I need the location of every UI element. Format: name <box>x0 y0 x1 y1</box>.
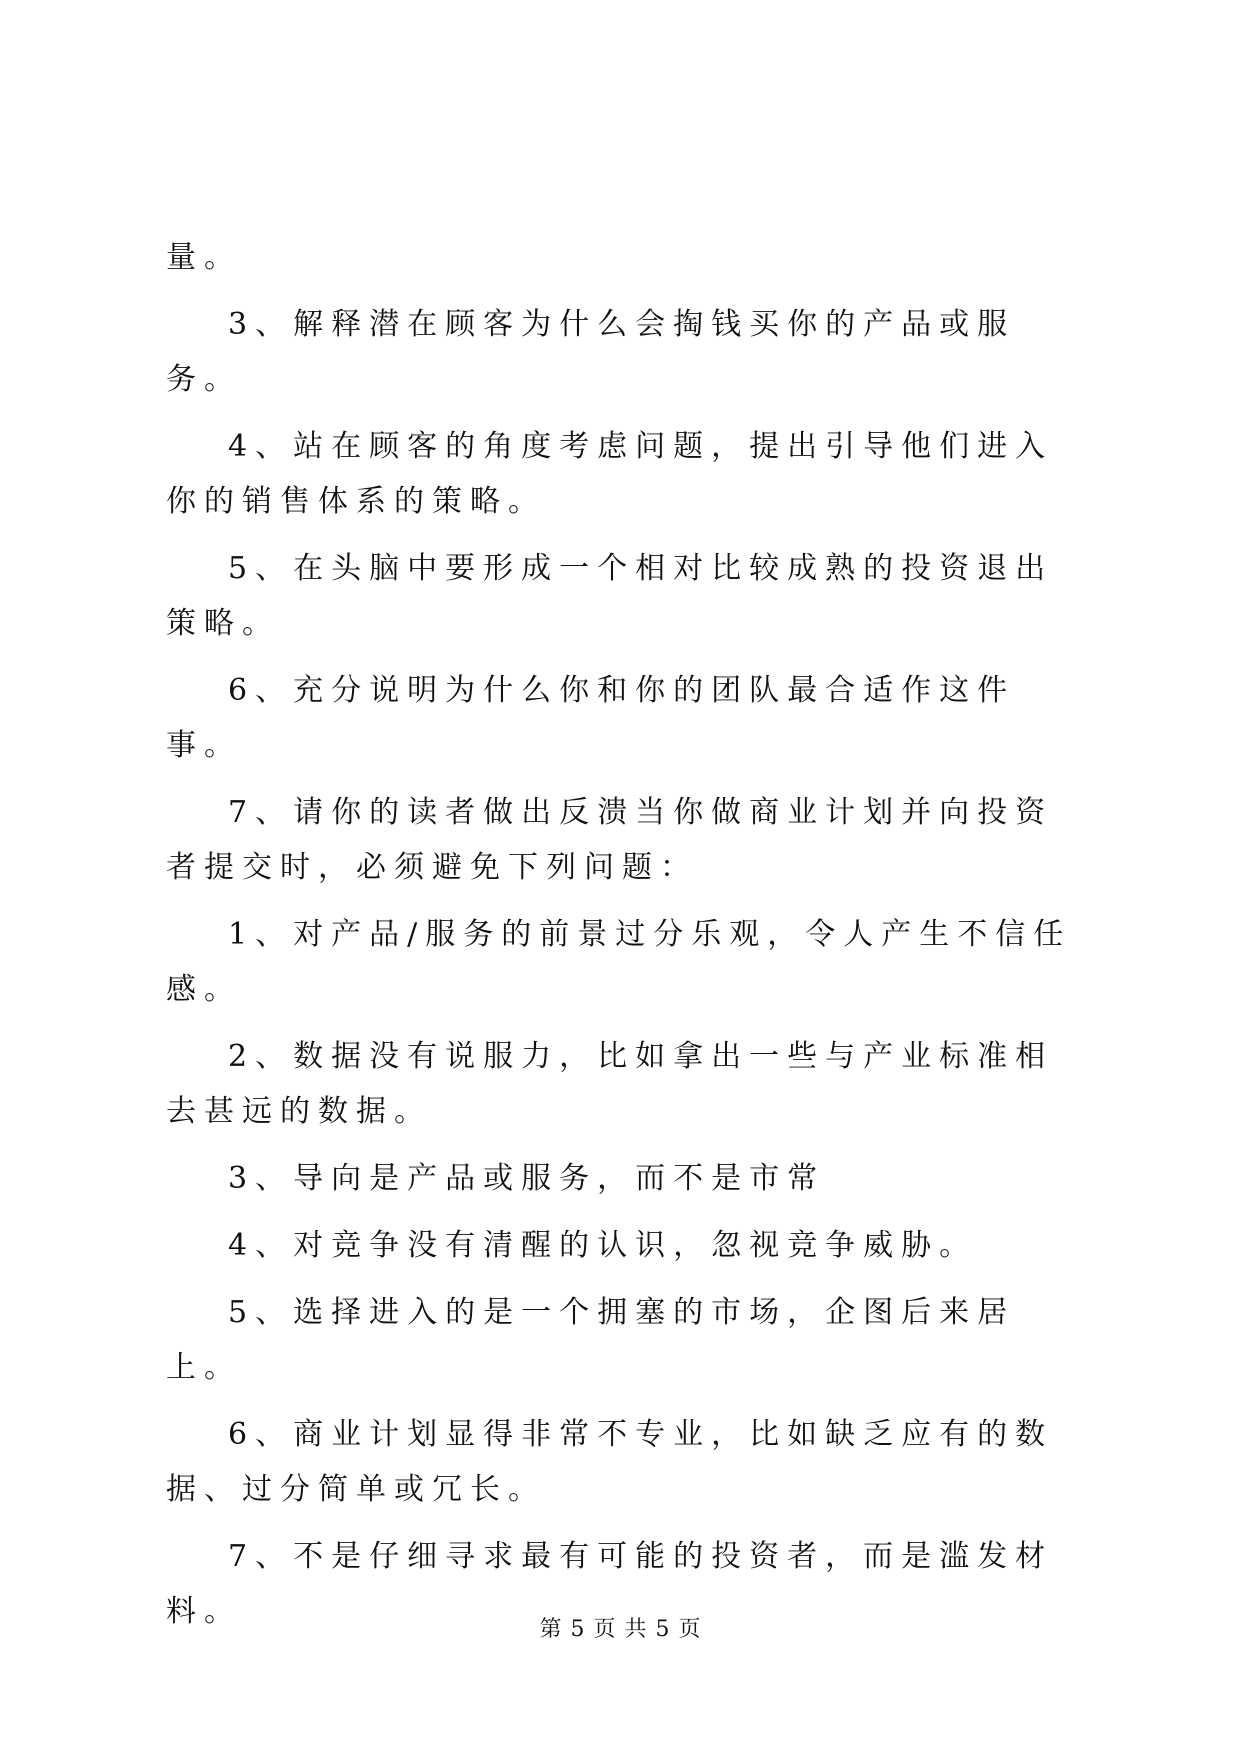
document-body <box>166 230 1086 1651</box>
page-footer: 第 5 页 共 5 页 <box>539 1617 702 1642</box>
paragraph: 3、解释潜在顾客为什么会掏钱买你的产品或服务。 <box>166 307 1016 397</box>
paragraph: 7、请你的读者做出反溃当你做商业计划并向投资者提交时，必须避免下列问题： <box>166 795 1054 885</box>
paragraph: 5、选择进入的是一个拥塞的市场，企图后来居上。 <box>166 1295 1016 1385</box>
paragraph: 1、对产品/服务的前景过分乐观，令人产生不信任感。 <box>166 917 1072 1007</box>
paragraph: 4、对竞争没有清醒的认识，忽视竞争威胁。 <box>228 1228 978 1263</box>
paragraph: 6、充分说明为什么你和你的团队最合适作这件事。 <box>166 673 1016 763</box>
paragraph: 5、在头脑中要形成一个相对比较成熟的投资退出策略。 <box>166 551 1054 641</box>
paragraph: 4、站在顾客的角度考虑问题，提出引导他们进入你的销售体系的策略。 <box>166 429 1054 519</box>
paragraph: 量。 <box>166 240 242 275</box>
paragraph: 3、导向是产品或服务，而不是市常 <box>228 1161 826 1196</box>
paragraph: 7、不是仔细寻求最有可能的投资者，而是滥发材料。 <box>166 1539 1054 1629</box>
paragraph: 6、商业计划显得非常不专业，比如缺乏应有的数据、过分简单或冗长。 <box>166 1417 1054 1507</box>
paragraph: 2、数据没有说服力，比如拿出一些与产业标准相去甚远的数据。 <box>166 1039 1054 1129</box>
